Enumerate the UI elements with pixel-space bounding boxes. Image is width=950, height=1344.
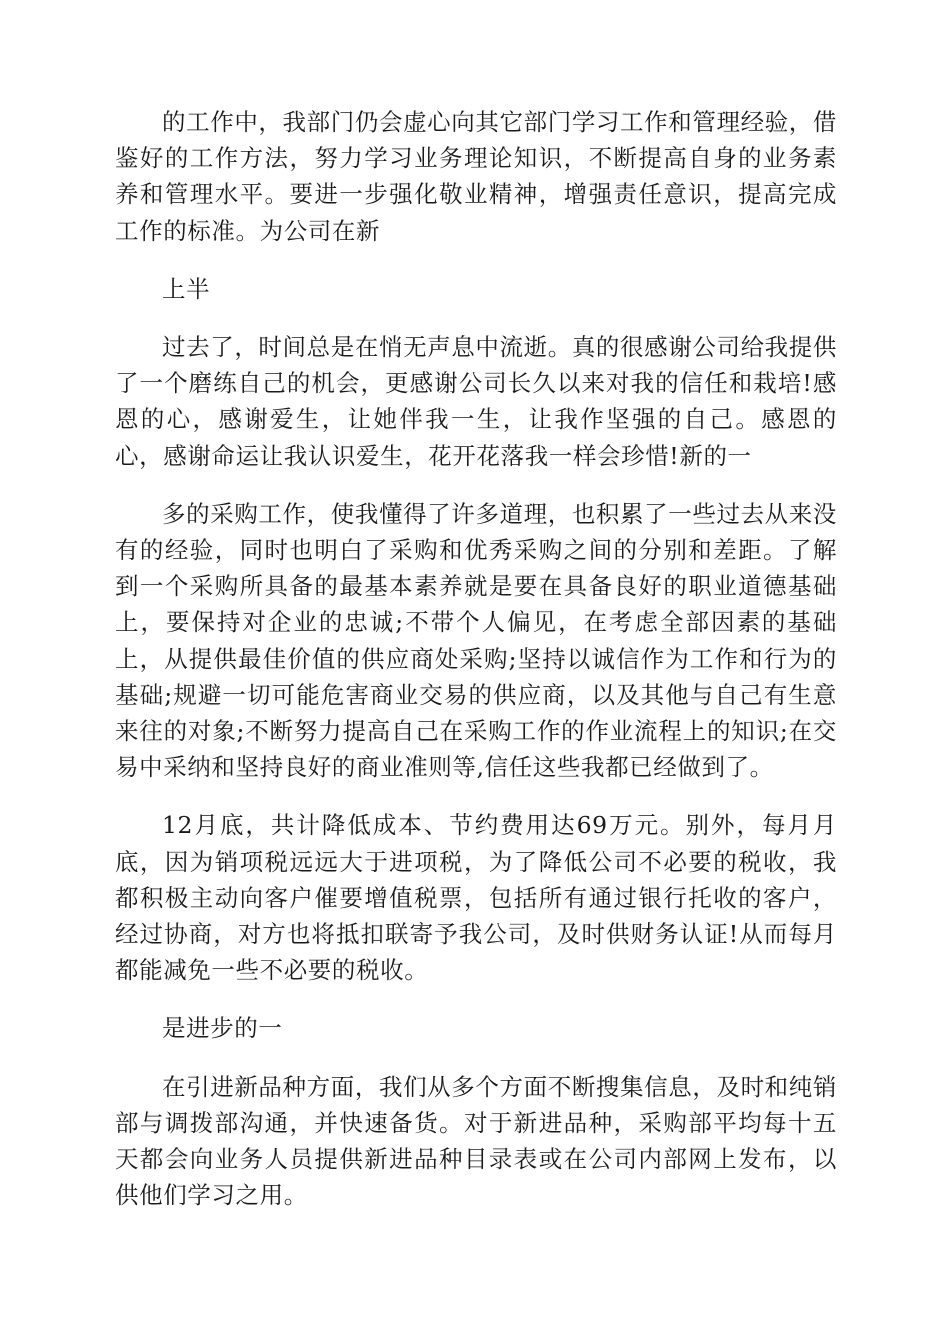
document-page [115, 104, 837, 1235]
paragraph-7: 在引进新品种方面，我们从多个方面不断搜集信息，及时和纯销部与调拨部沟通，并快速备货。对于新进品种，采购部平均每十五天都会向业务人员提供新进品种目录表或在公司内部网上发布，以供他们学习之用。 [115, 1072, 837, 1210]
paragraph-3: 过去了，时间总是在悄无声息中流逝。真的很感谢公司给我提供了一个磨练自己的机会，更感谢公司长久以来对我的信任和栽培!感恩的心，感谢爱生，让她伴我一生，让我作坚强的自己。感恩的心，感谢命运让我认识爱生，花开花落我一样会珍惜!新的一 [115, 333, 837, 470]
paragraph-2: 上半 [162, 274, 211, 303]
paragraph-5: 12月底，共计降低成本、节约费用达69万元。别外，每月月底，因为销项税远远大于进项税，为了降低公司不必要的税收，我都积极主动向客户催要增值税票，包括所有通过银行托收的客户，经过协商，对方也将抵扣联寄予我公司，及时供财务认证!从而每月都能减免一些不必要的税收。 [115, 811, 837, 985]
paragraph-6: 是进步的一 [162, 1014, 283, 1043]
paragraph-4: 多的采购工作，使我懂得了许多道理，也积累了一些过去从来没有的经验，同时也明白了采购和优秀采购之间的分别和差距。了解到一个采购所具备的最基本素养就是要在具备良好的职业道德基础上，要保持对企业的忠诚;不带个人偏见，在考虑全部因素的基础上，从提供最佳价值的供应商处采购;坚持以诚信作为工作和行为的基础;规避一切可能危害商业交易的供应商，以及其他与自己有生意来往的对象;不断努力提高自己在采购工作的作业流程上的知识;在交易中采纳和坚持良好的商业准则等,信任这些我都已经做到了。 [115, 499, 837, 782]
paragraph-1: 的工作中，我部门仍会虚心向其它部门学习工作和管理经验，借鉴好的工作方法，努力学习业务理论知识，不断提高自身的业务素养和管理水平。要进一步强化敬业精神，增强责任意识，提高完成工作的标准。为公司在新 [115, 108, 837, 245]
